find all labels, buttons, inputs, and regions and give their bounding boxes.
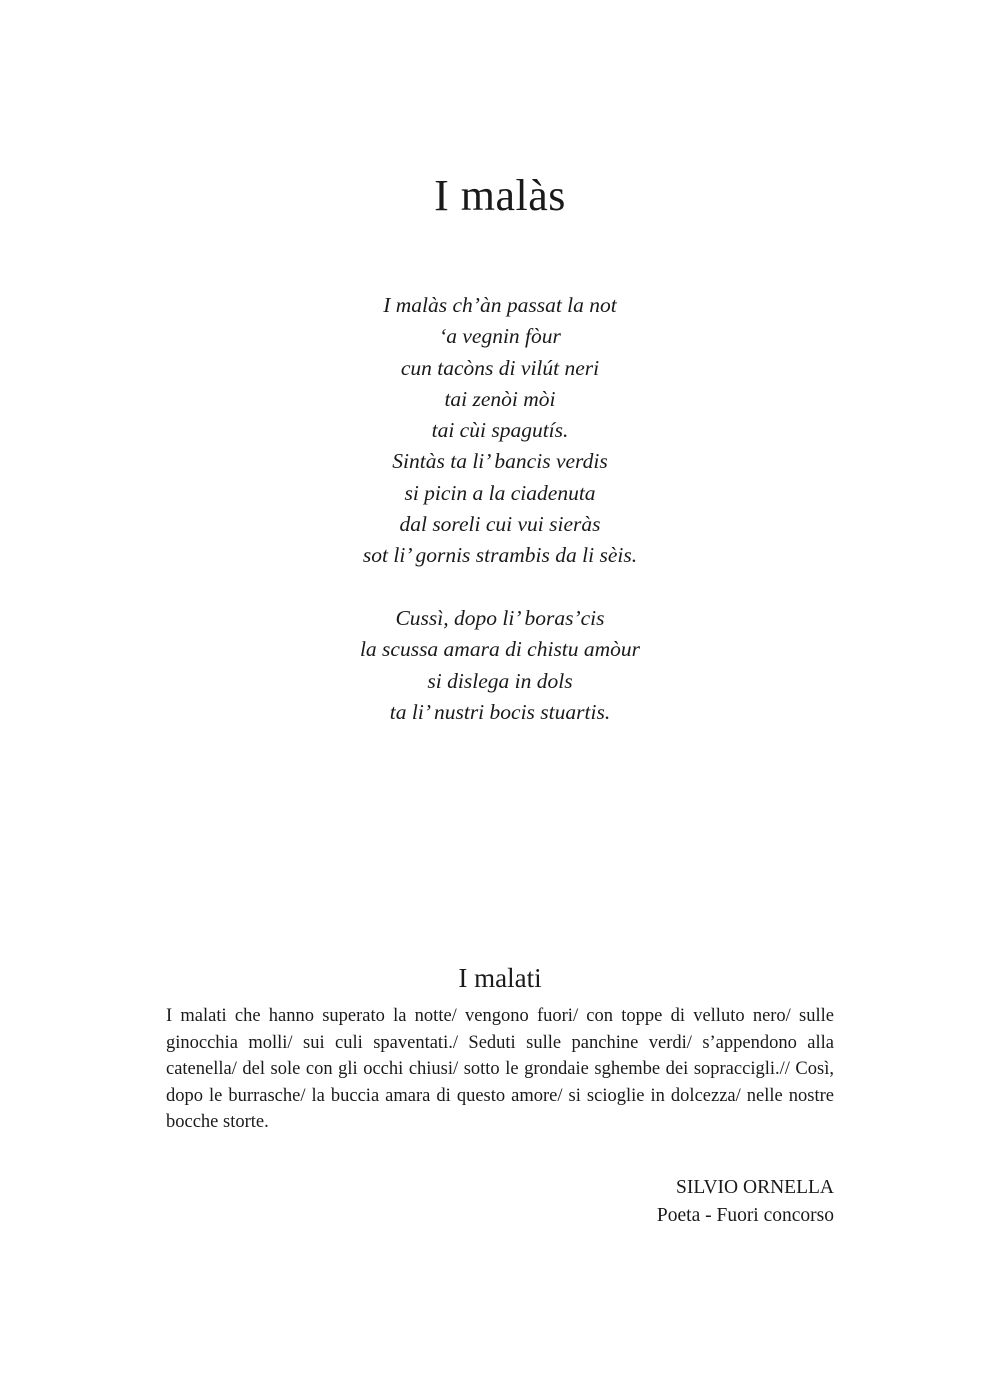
poem-verse: Cussì, dopo li’ boras’cis: [395, 605, 605, 630]
poem-verse: si picin a la ciadenuta: [404, 480, 596, 505]
poem-verse: cun tacòns di vilút neri: [400, 355, 600, 380]
poem-verse: dal soreli cui vui sieràs: [399, 512, 601, 537]
poem-body: [0, 290, 1000, 728]
translation-text: I malati che hanno superato la notte/ vengono fuori/ con toppe di velluto nero/ sulle ginocchia molli/ sui culi spaventati./ Seduti sulle panchine verdi/ s’appendono alla catenella/ del sole con gli occhi chiusi/ sotto le grondaie sghembe dei sopraccigli.// Così, dopo le burrasche/ la buccia amara di questo amore/ si scioglie in dolcezza/ nelle nostre bocche storte.: [166, 1006, 834, 1132]
poem-verse: ta li’ nustri bocis stuartis.: [389, 699, 611, 724]
translation-title: I malati: [458, 963, 542, 993]
signature: [657, 1174, 834, 1230]
poem-verse: I malàs ch’àn passat la not: [383, 293, 617, 317]
poem-verse: si dislega in dols: [427, 668, 573, 693]
poem-verse: tai zenòi mòi: [444, 386, 556, 411]
author-name: SILVIO ORNELLA: [676, 1177, 834, 1198]
poem-verse: sot li’ gornis strambis da li sèis.: [362, 543, 638, 568]
poem-stanza: [0, 603, 1000, 728]
author-role: Poeta - Fuori concorso: [656, 1205, 834, 1226]
poem-title: I malàs: [434, 171, 566, 220]
poem-verse: ‘a vegnin fòur: [439, 324, 561, 349]
poem-verse: la scussa amara di chistu amòur: [359, 637, 641, 662]
poem-verse: tai cùi spagutís.: [431, 418, 569, 443]
poem-verse: Sintàs ta li’ bancis verdis: [392, 449, 608, 474]
poem-stanza: [0, 290, 1000, 572]
